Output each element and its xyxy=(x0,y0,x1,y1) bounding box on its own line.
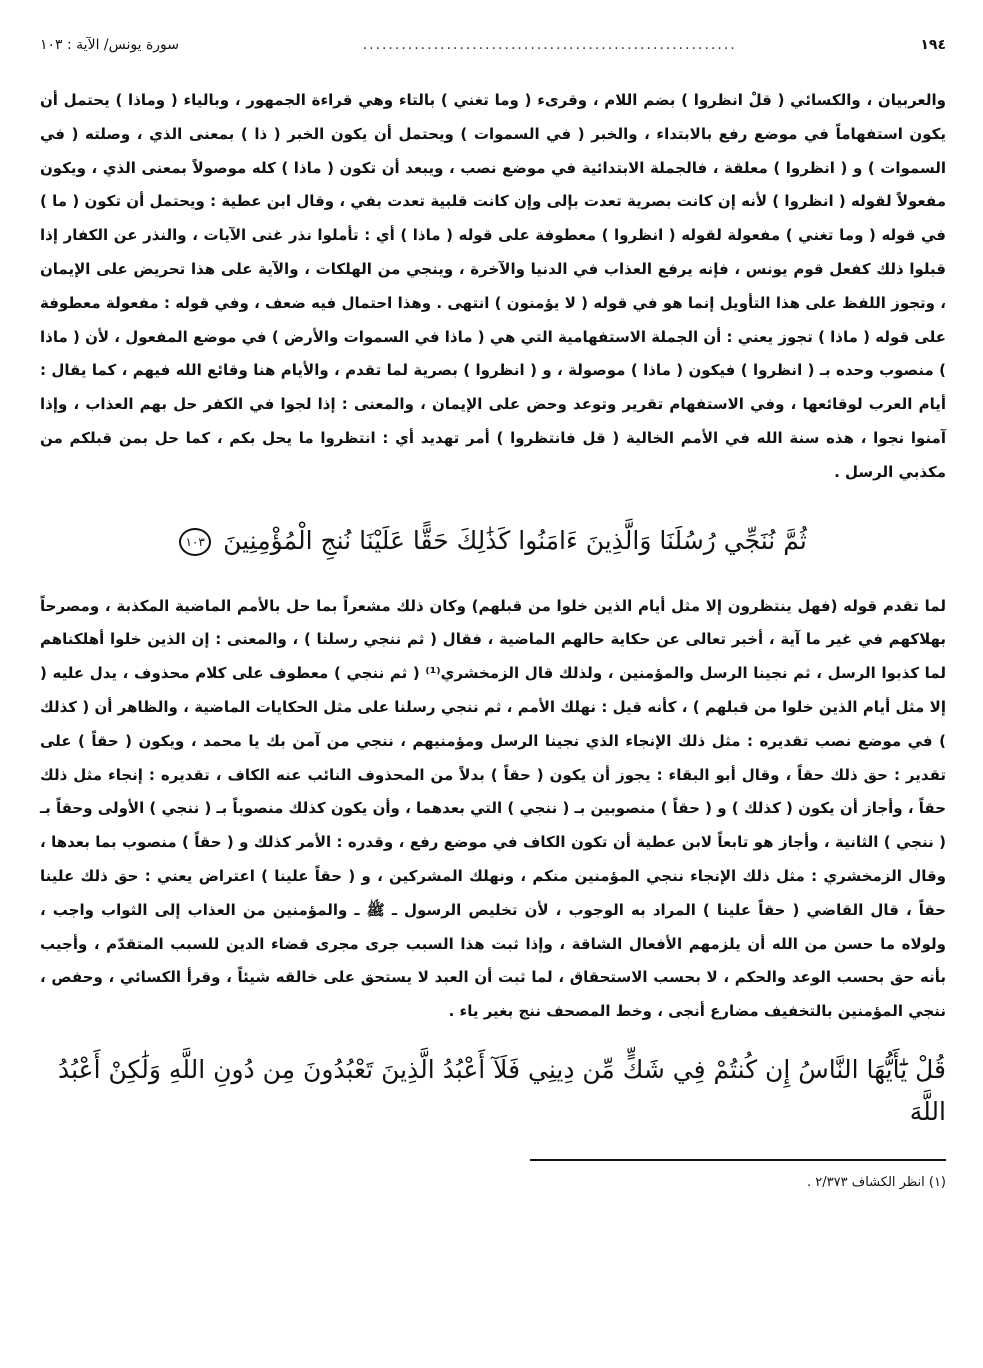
text-line: بمعنى الذي ، ويكون مفعولاً لقوله ( انظروا ) لأنه إن كانت بصرية تعدت بإلى وإن كانت قلبية تعدت بفي ، وقال xyxy=(40,158,946,211)
text-line: وصلته ( في السموات ) و ( انظروا ) معلقة ، فالجملة الابتدائية في موضع نصب ، ويبعد أن تكون ( ماذا ) كله موصولاً xyxy=(40,124,946,177)
commentary-block-1 xyxy=(40,84,946,490)
ayah-number-marker: ١٠٣ xyxy=(179,528,211,556)
text-line: به الوجوب ، لأن تخليص الرسول ـ ﷺ ـ والمؤمنين من العذاب إلى الثواب واجب ، ولولاه ما حسن من الله أن يلزمهم xyxy=(40,900,946,953)
text-line: والعربيان ، والكسائي ( قلْ انظروا ) بضم اللام ، وقرىء ( وما تغني ) بالتاء وهي قراءة الجمهور ، وبالياء ( وماذا ) xyxy=(115,91,946,109)
text-line: يحتمل أن يكون استفهاماً في موضع رفع بالابتداء ، والخبر ( في السموات ) ويحتمل أن يكون الخبر ( ذا ) بمعنى الذي ، xyxy=(40,91,946,143)
quran-verse-103 xyxy=(40,520,946,562)
text-line: لما تقدم قوله (فهل ينتظرون إلا مثل أيام الذين خلوا من قبلهم) وكان ذلك مشعراً بما حل بالأمم الماضية المكذبة ، xyxy=(104,596,946,615)
verse-text: قُلْ يَٰٓأَيُّهَا النَّاسُ إِن كُنتُمْ فِي شَكٍّ مِّن دِينِي فَلَآ أَعْبُدُ الَّذِينَ تَعْبُدُونَ مِن دُونِ اللَّهِ وَلَٰكِنْ أَعْبُدُ اللَّهَ xyxy=(57,1054,946,1126)
footnote-divider xyxy=(530,1159,946,1161)
text-line: ومصرحاً بهلاكهم في غير ما آية ، أخبر تعالى عن حكاية حالهم الماضية ، فقال ( ثم ننجي رسلنا ) ، والمعنى : إن الذين xyxy=(40,596,946,649)
running-header xyxy=(40,32,946,58)
text-line: المؤمنين منكم ، ونهلك المشركين ، و ( حقاً علينا ) اعتراض يعني : حق ذلك علينا حقاً ، قال القاضي ( حقاً علينا ) المراد xyxy=(40,866,946,919)
quran-verse-104 xyxy=(40,1049,946,1133)
text-line: الإيمان ، والمعنى : إذا لجوا في الكفر حل بهم العذاب ، وإذا آمنوا نجوا ، هذه سنة الله في الأمم الخالية ( قل فانتظروا ) أمر xyxy=(40,395,946,447)
text-line: الأفعال الشاقة ، وإذا ثبت هذا السبب جرى مجرى قضاء الدين للسبب المتقدّم ، وأجيب بأنه حق بحسب الوعد xyxy=(40,934,946,987)
text-line: بعدهما ، وأن يكون كذلك منصوباً بـ ( ننجي ) الأولى وحقاً بـ ( ننجي ) الثانية ، وأجاز هو تابعاً لابن عطية أن تكون xyxy=(40,799,946,852)
commentary-block-2 xyxy=(40,590,946,1029)
text-line: السموات والأرض ) في موضع المفعول ، لأن ( ماذا ) منصوب وحده بـ ( انظروا ) فيكون ( ماذا ) موصولة ، و ( انظروا ) xyxy=(40,327,946,380)
text-line: الكاف في موضع رفع ، وقدره : الأمر كذلك و ( حقاً ) منصوب بما بعدها ، وقال الزمخشري : مثل ذلك الإنجاء ننجي xyxy=(40,833,947,885)
leader-dots: .......................................................... xyxy=(362,37,737,53)
text-line: المؤمنين بالتخفيف مضارع أنجى ، وخط المصحف ننج بغير ياء . xyxy=(448,1002,904,1021)
text-line: تهديد أي : انتظروا ما يحل بكم ، كما حل بمن قبلكم من مكذبي الرسل . xyxy=(40,428,946,481)
text-line: النائب عنه الكاف ، تقديره : إنجاء مثل ذلك حقاً ، وأجاز أن يكون ( كذلك ) و ( حقاً ) منصوبين بـ ( ننجي ) التي xyxy=(40,765,947,818)
text-line: والحكم ، لا بحسب الاستحقاق ، لما ثبت أن العبد لا يستحق على خالقه شيئاً ، وقرأ الكسائي ، وحفص ، ننجي xyxy=(40,968,946,1021)
text-line: بك يا محمد ، ويكون ( حقاً ) على تقدير : حق ذلك حقاً ، وقال أبو البقاء : يجوز أن يكون ( حقاً ) بدلاً من المحذوف xyxy=(40,731,946,784)
text-line: احتمال فيه ضعف ، وفي قوله : مفعولة معطوفة على قوله ( ماذا ) تجوز يعني : أن الجملة الاستفهامية التي هي ( ماذا في xyxy=(40,293,946,346)
text-line: ابن عطية : ويحتمل أن تكون ( ما ) في قوله ( وما تغني ) مفعولة لقوله ( انظروا ) معطوفة على قوله ( ماذا ) أي : تأملوا نذر xyxy=(40,192,946,245)
text-line: محذوف ، يدل عليه ( إلا مثل أيام الذين خلوا من قبلهم ) ، كأنه قيل : نهلك الأمم ، ثم ننجي رسلنا على مثل الحكايات xyxy=(40,664,946,716)
page-number: ١٩٤ xyxy=(920,37,946,53)
text-line: الماضية ، والظاهر أن ( كذلك ) في موضع نصب تقديره : مثل ذلك الإنجاء الذي نجينا الرسل ومؤمنيهم ، ننجي من آمن xyxy=(40,697,946,750)
text-line: غنى الآيات ، والنذر عن الكفار إذا قبلوا ذلك كفعل قوم يونس ، فإنه يرفع العذاب في الدنيا والآخرة ، وينجي من xyxy=(40,226,946,278)
text-line: الهلكات ، والآية على هذا تحريض على الإيمان ، وتجوز اللفظ على هذا التأويل إنما هو في قوله ( لا يؤمنون ) انتهى . وهذا xyxy=(40,259,946,312)
text-line: خلوا أهلكناهم لما كذبوا الرسل ، ثم نجينا الرسل والمؤمنين ، ولذلك قال الزمخشري⁽¹⁾ ( ثم ننجي ) معطوف على كلام xyxy=(40,630,947,683)
verse-text: ثُمَّ نُنَجِّي رُسُلَنَا وَالَّذِينَ ءَامَنُوا كَذَٰلِكَ حَقًّا عَلَيْنَا نُنجِ الْمُؤْمِنِينَ xyxy=(223,525,807,555)
footnote: (١) انظر الكشاف ٢/٣٧٣ . xyxy=(807,1174,946,1190)
text-line: بصرية لما تقدم ، والأيام هنا وقائع الله فيهم ، كما يقال : أيام العرب لوقائعها ، وفي الاستفهام تقرير وتوعد وحض على xyxy=(40,361,946,414)
section-title: سورة يونس/ الآية : ١٠٣ xyxy=(40,37,180,53)
